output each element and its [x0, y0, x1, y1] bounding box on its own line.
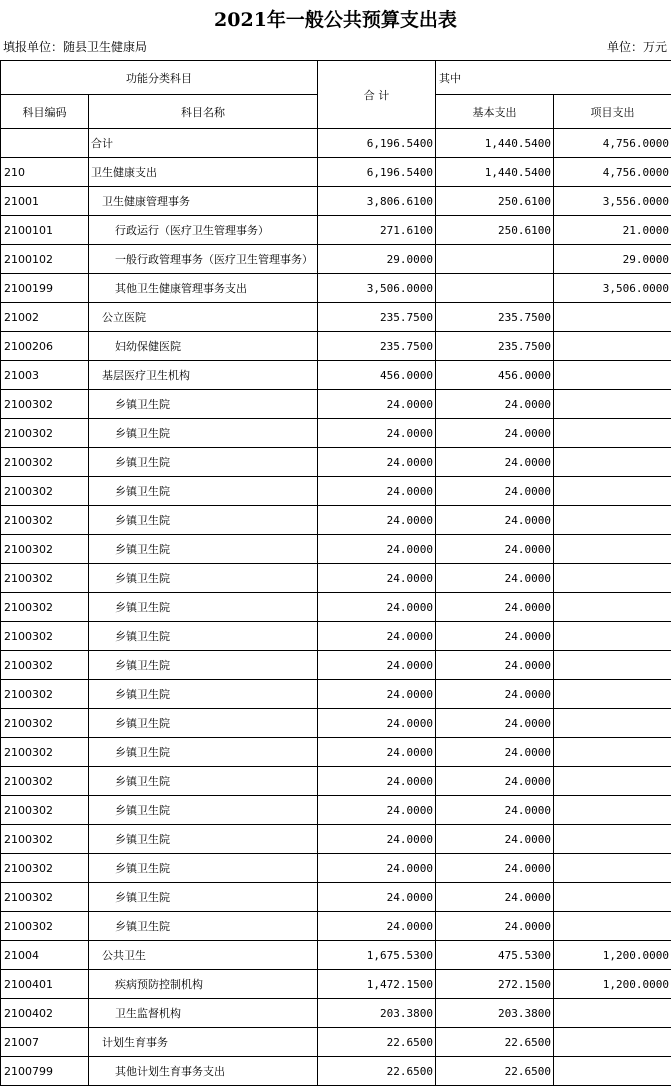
- cell-name: 乡镇卫生院: [89, 709, 318, 738]
- table-row: [1, 332, 671, 361]
- cell-code: 2100302: [1, 535, 89, 564]
- cell-total: 24.0000: [318, 419, 436, 448]
- cell-name: 其他计划生育事务支出: [89, 1057, 318, 1086]
- cell-code: 21001: [1, 187, 89, 216]
- cell-project: [554, 651, 671, 680]
- cell-code: 2100302: [1, 680, 89, 709]
- table-row: [1, 245, 671, 274]
- cell-basic: 272.1500: [436, 970, 554, 999]
- cell-code: 2100302: [1, 767, 89, 796]
- cell-basic: 24.0000: [436, 651, 554, 680]
- cell-code: 210: [1, 158, 89, 187]
- cell-basic: 24.0000: [436, 767, 554, 796]
- cell-total: 24.0000: [318, 854, 436, 883]
- cell-code: 2100302: [1, 564, 89, 593]
- cell-project: [554, 332, 671, 361]
- table-row: [1, 999, 671, 1028]
- cell-code: 2100302: [1, 738, 89, 767]
- cell-total: 6,196.5400: [318, 129, 436, 158]
- cell-code: 2100302: [1, 419, 89, 448]
- cell-code: 2100206: [1, 332, 89, 361]
- cell-basic: [436, 274, 554, 303]
- header-code: 科目编码: [1, 95, 89, 129]
- table-row: [1, 651, 671, 680]
- cell-project: [554, 448, 671, 477]
- cell-basic: 250.6100: [436, 216, 554, 245]
- table-row: [1, 738, 671, 767]
- cell-project: 29.0000: [554, 245, 671, 274]
- cell-name: 乡镇卫生院: [89, 535, 318, 564]
- table-row: [1, 1057, 671, 1086]
- table-row: [1, 303, 671, 332]
- cell-total: 3,806.6100: [318, 187, 436, 216]
- cell-name: 乡镇卫生院: [89, 912, 318, 941]
- table-row: [1, 1028, 671, 1057]
- cell-total: 24.0000: [318, 738, 436, 767]
- cell-total: 24.0000: [318, 448, 436, 477]
- cell-project: [554, 593, 671, 622]
- table-row: [1, 767, 671, 796]
- table-row: [1, 187, 671, 216]
- table-body: [1, 129, 671, 1086]
- cell-project: [554, 680, 671, 709]
- cell-code: 2100302: [1, 709, 89, 738]
- cell-total: 24.0000: [318, 796, 436, 825]
- budget-table: [0, 60, 671, 1086]
- cell-total: 271.6100: [318, 216, 436, 245]
- cell-basic: 24.0000: [436, 738, 554, 767]
- cell-project: 4,756.0000: [554, 129, 671, 158]
- cell-code: 2100302: [1, 651, 89, 680]
- cell-name: 乡镇卫生院: [89, 506, 318, 535]
- cell-code: 2100799: [1, 1057, 89, 1086]
- cell-total: 24.0000: [318, 825, 436, 854]
- cell-total: 22.6500: [318, 1057, 436, 1086]
- cell-project: 3,506.0000: [554, 274, 671, 303]
- cell-project: [554, 738, 671, 767]
- cell-basic: 24.0000: [436, 593, 554, 622]
- cell-basic: 24.0000: [436, 622, 554, 651]
- cell-code: 2100302: [1, 883, 89, 912]
- cell-code: 21004: [1, 941, 89, 970]
- cell-total: 24.0000: [318, 477, 436, 506]
- cell-code: [1, 129, 89, 158]
- cell-code: 21007: [1, 1028, 89, 1057]
- cell-project: [554, 535, 671, 564]
- cell-basic: 1,440.5400: [436, 158, 554, 187]
- cell-project: 1,200.0000: [554, 941, 671, 970]
- cell-code: 2100302: [1, 825, 89, 854]
- cell-total: 24.0000: [318, 535, 436, 564]
- cell-project: [554, 912, 671, 941]
- cell-name: 乡镇卫生院: [89, 680, 318, 709]
- cell-code: 2100302: [1, 477, 89, 506]
- cell-name: 乡镇卫生院: [89, 767, 318, 796]
- cell-name: 卫生健康管理事务: [89, 187, 318, 216]
- cell-name: 乡镇卫生院: [89, 593, 318, 622]
- cell-total: 22.6500: [318, 1028, 436, 1057]
- cell-name: 乡镇卫生院: [89, 390, 318, 419]
- cell-total: 6,196.5400: [318, 158, 436, 187]
- cell-project: [554, 390, 671, 419]
- cell-name: 乡镇卫生院: [89, 883, 318, 912]
- cell-total: 24.0000: [318, 709, 436, 738]
- cell-project: [554, 361, 671, 390]
- cell-basic: 22.6500: [436, 1028, 554, 1057]
- cell-total: 24.0000: [318, 912, 436, 941]
- cell-basic: 24.0000: [436, 448, 554, 477]
- cell-basic: 24.0000: [436, 796, 554, 825]
- cell-name: 疾病预防控制机构: [89, 970, 318, 999]
- cell-code: 21003: [1, 361, 89, 390]
- table-row: [1, 390, 671, 419]
- cell-name: 一般行政管理事务（医疗卫生管理事务）: [89, 245, 318, 274]
- cell-project: [554, 796, 671, 825]
- cell-total: 456.0000: [318, 361, 436, 390]
- cell-basic: 250.6100: [436, 187, 554, 216]
- cell-project: [554, 303, 671, 332]
- cell-total: 24.0000: [318, 767, 436, 796]
- cell-code: 2100302: [1, 390, 89, 419]
- header-project: 项目支出: [554, 95, 671, 129]
- cell-code: 2100402: [1, 999, 89, 1028]
- cell-project: [554, 854, 671, 883]
- cell-project: 1,200.0000: [554, 970, 671, 999]
- cell-basic: 203.3800: [436, 999, 554, 1028]
- cell-code: 21002: [1, 303, 89, 332]
- cell-basic: 24.0000: [436, 506, 554, 535]
- table-row: [1, 506, 671, 535]
- cell-name: 卫生健康支出: [89, 158, 318, 187]
- cell-name: 公共卫生: [89, 941, 318, 970]
- cell-code: 2100302: [1, 506, 89, 535]
- table-row: [1, 129, 671, 158]
- table-row: [1, 564, 671, 593]
- cell-basic: 24.0000: [436, 854, 554, 883]
- cell-code: 2100302: [1, 622, 89, 651]
- cell-total: 24.0000: [318, 506, 436, 535]
- cell-name: 乡镇卫生院: [89, 825, 318, 854]
- table-row: [1, 622, 671, 651]
- cell-code: 2100302: [1, 854, 89, 883]
- cell-name: 乡镇卫生院: [89, 651, 318, 680]
- table-row: [1, 912, 671, 941]
- cell-project: [554, 564, 671, 593]
- cell-name: 乡镇卫生院: [89, 854, 318, 883]
- currency-unit: 单位：万元: [607, 40, 667, 54]
- cell-name: 妇幼保健医院: [89, 332, 318, 361]
- header-total: 合 计: [318, 61, 436, 129]
- table-row: [1, 274, 671, 303]
- table-row: [1, 883, 671, 912]
- cell-code: 2100199: [1, 274, 89, 303]
- cell-name: 计划生育事务: [89, 1028, 318, 1057]
- cell-total: 24.0000: [318, 593, 436, 622]
- cell-total: 24.0000: [318, 622, 436, 651]
- reporting-unit: 填报单位：随县卫生健康局: [3, 40, 147, 54]
- header-among: 其中: [436, 61, 671, 95]
- cell-total: 235.7500: [318, 332, 436, 361]
- cell-project: [554, 477, 671, 506]
- cell-name: 乡镇卫生院: [89, 738, 318, 767]
- cell-code: 2100102: [1, 245, 89, 274]
- cell-basic: 24.0000: [436, 912, 554, 941]
- cell-basic: 235.7500: [436, 303, 554, 332]
- cell-project: 21.0000: [554, 216, 671, 245]
- cell-total: 24.0000: [318, 651, 436, 680]
- cell-basic: 22.6500: [436, 1057, 554, 1086]
- cell-project: [554, 709, 671, 738]
- cell-name: 乡镇卫生院: [89, 564, 318, 593]
- cell-name: 合计: [89, 129, 318, 158]
- cell-basic: 475.5300: [436, 941, 554, 970]
- table-row: [1, 854, 671, 883]
- cell-basic: 24.0000: [436, 477, 554, 506]
- table-row: [1, 970, 671, 999]
- cell-basic: 24.0000: [436, 419, 554, 448]
- cell-name: 其他卫生健康管理事务支出: [89, 274, 318, 303]
- header-basic: 基本支出: [436, 95, 554, 129]
- cell-name: 公立医院: [89, 303, 318, 332]
- cell-basic: 24.0000: [436, 825, 554, 854]
- cell-total: 24.0000: [318, 390, 436, 419]
- cell-total: 24.0000: [318, 564, 436, 593]
- header-row-1: [1, 61, 671, 95]
- cell-total: 3,506.0000: [318, 274, 436, 303]
- cell-basic: [436, 245, 554, 274]
- cell-code: 2100302: [1, 448, 89, 477]
- cell-project: [554, 1028, 671, 1057]
- table-row: [1, 593, 671, 622]
- cell-total: 24.0000: [318, 883, 436, 912]
- table-row: [1, 709, 671, 738]
- cell-code: 2100101: [1, 216, 89, 245]
- cell-total: 1,472.1500: [318, 970, 436, 999]
- cell-name: 乡镇卫生院: [89, 796, 318, 825]
- cell-basic: 24.0000: [436, 680, 554, 709]
- table-row: [1, 535, 671, 564]
- table-row: [1, 941, 671, 970]
- cell-project: [554, 419, 671, 448]
- cell-basic: 1,440.5400: [436, 129, 554, 158]
- cell-name: 行政运行（医疗卫生管理事务）: [89, 216, 318, 245]
- page-title: 2021年一般公共预算支出表: [0, 6, 671, 34]
- cell-basic: 24.0000: [436, 883, 554, 912]
- table-row: [1, 419, 671, 448]
- cell-basic: 24.0000: [436, 390, 554, 419]
- cell-project: [554, 999, 671, 1028]
- cell-name: 基层医疗卫生机构: [89, 361, 318, 390]
- cell-project: [554, 825, 671, 854]
- table-row: [1, 825, 671, 854]
- table-row: [1, 477, 671, 506]
- cell-basic: 24.0000: [436, 564, 554, 593]
- cell-total: 24.0000: [318, 680, 436, 709]
- cell-code: 2100302: [1, 912, 89, 941]
- cell-project: [554, 767, 671, 796]
- cell-total: 203.3800: [318, 999, 436, 1028]
- cell-basic: 235.7500: [436, 332, 554, 361]
- cell-code: 2100302: [1, 593, 89, 622]
- cell-code: 2100401: [1, 970, 89, 999]
- cell-project: [554, 506, 671, 535]
- cell-total: 29.0000: [318, 245, 436, 274]
- cell-project: [554, 622, 671, 651]
- cell-name: 乡镇卫生院: [89, 419, 318, 448]
- header-category: 功能分类科目: [1, 61, 318, 95]
- table-row: [1, 680, 671, 709]
- cell-total: 235.7500: [318, 303, 436, 332]
- table-row: [1, 158, 671, 187]
- cell-name: 乡镇卫生院: [89, 477, 318, 506]
- cell-project: [554, 1057, 671, 1086]
- cell-project: [554, 883, 671, 912]
- table-row: [1, 361, 671, 390]
- header-name: 科目名称: [89, 95, 318, 129]
- table-row: [1, 216, 671, 245]
- cell-name: 乡镇卫生院: [89, 448, 318, 477]
- cell-total: 1,675.5300: [318, 941, 436, 970]
- cell-name: 卫生监督机构: [89, 999, 318, 1028]
- cell-basic: 24.0000: [436, 535, 554, 564]
- cell-project: 4,756.0000: [554, 158, 671, 187]
- cell-project: 3,556.0000: [554, 187, 671, 216]
- cell-basic: 24.0000: [436, 709, 554, 738]
- table-row: [1, 796, 671, 825]
- table-row: [1, 448, 671, 477]
- cell-basic: 456.0000: [436, 361, 554, 390]
- cell-code: 2100302: [1, 796, 89, 825]
- cell-name: 乡镇卫生院: [89, 622, 318, 651]
